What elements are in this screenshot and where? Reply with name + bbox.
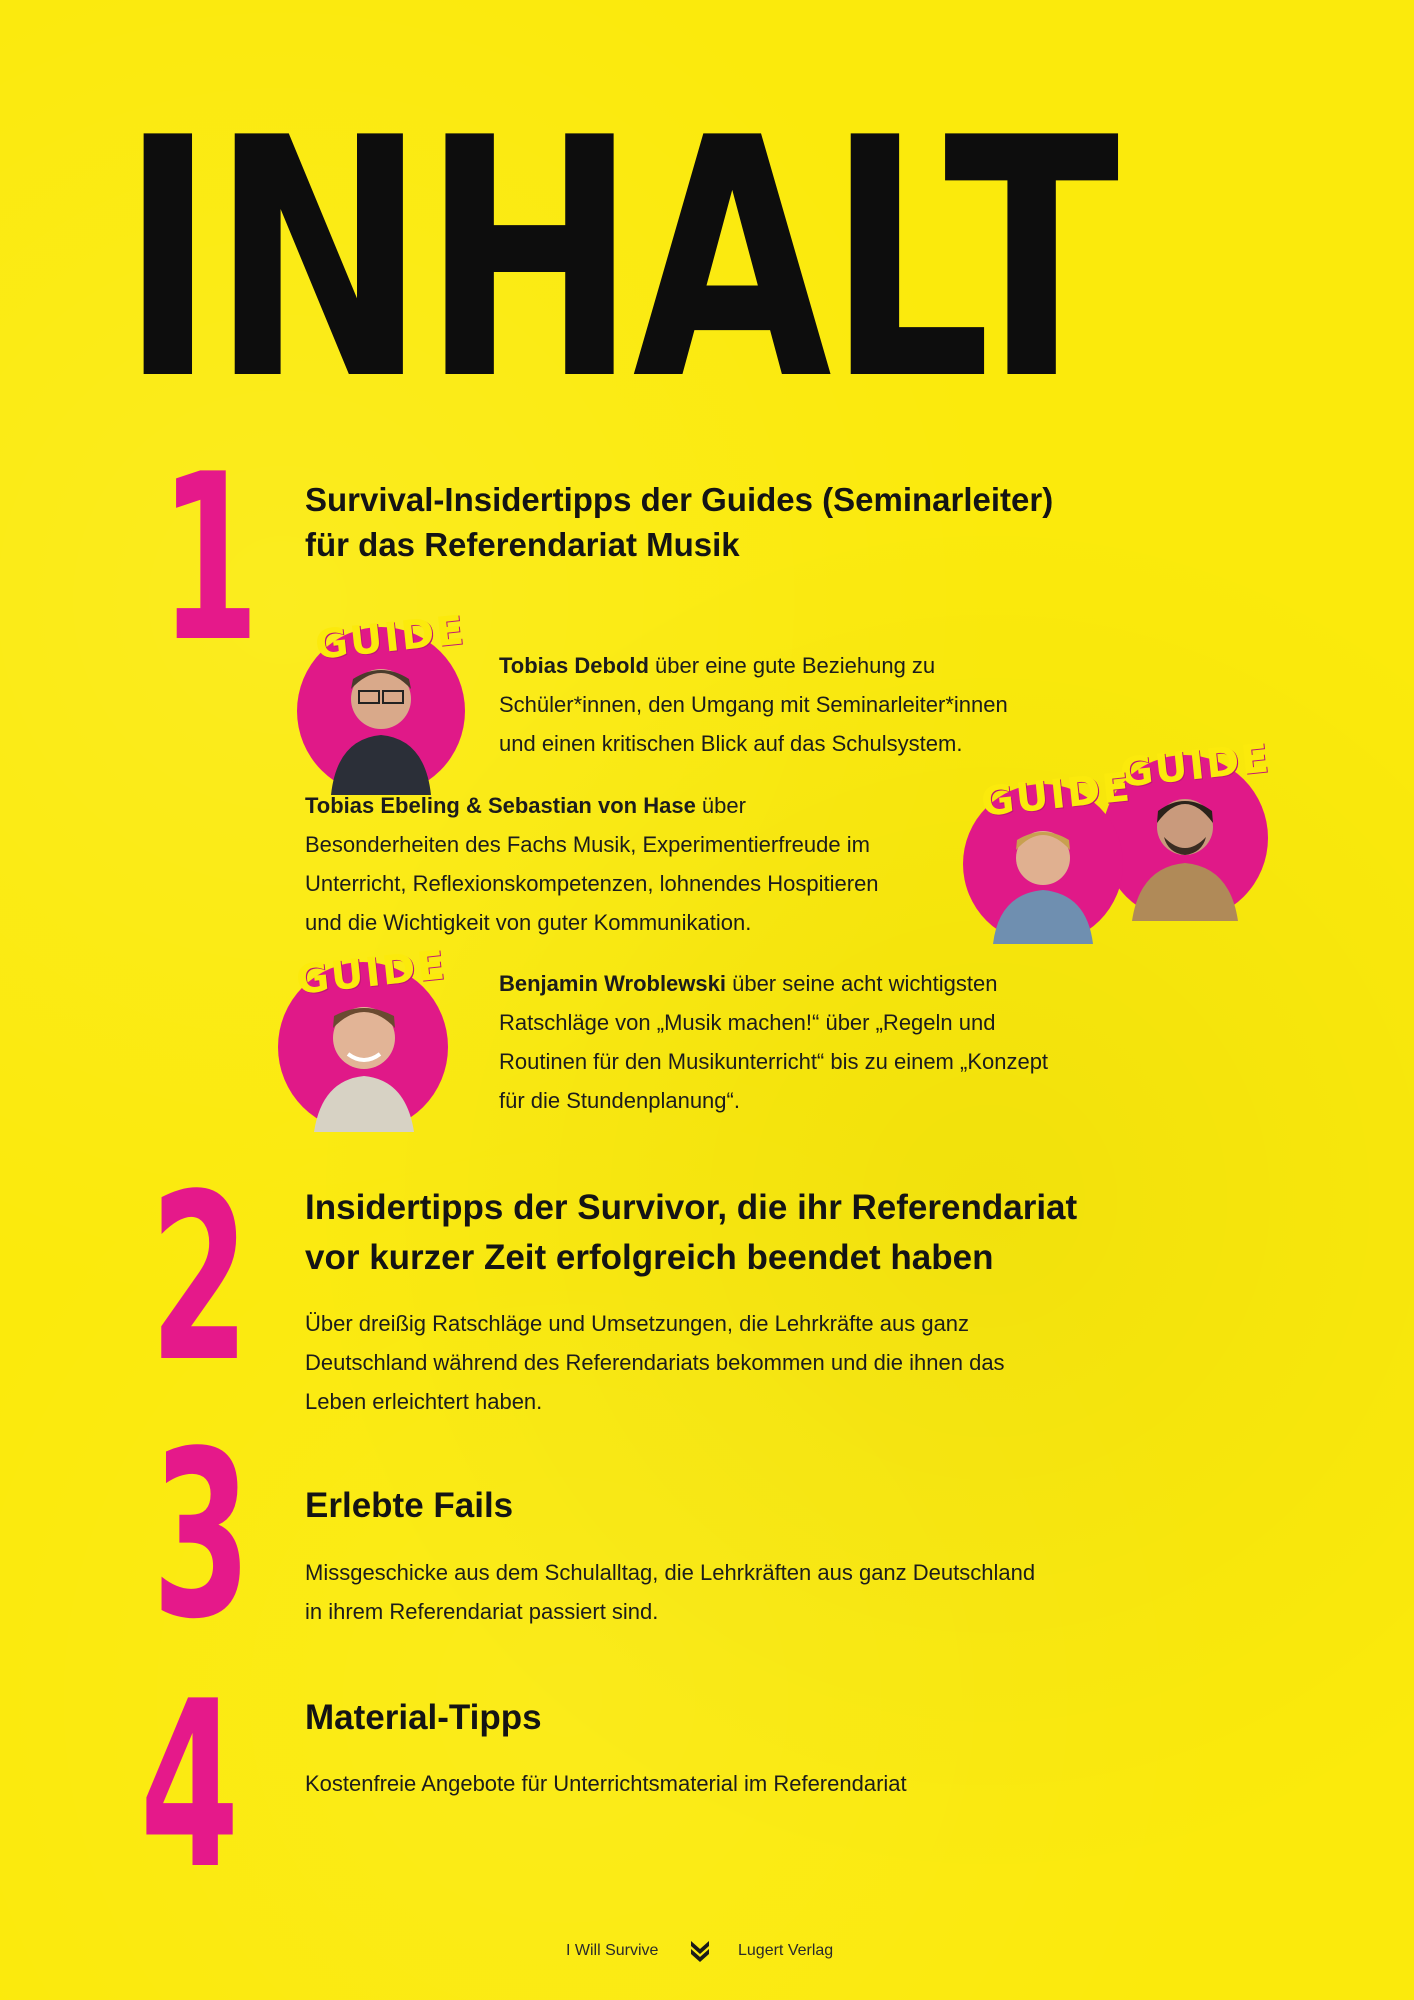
section-1-heading [305, 477, 1165, 567]
section-number-4: 4 [140, 1653, 240, 1920]
text-line: Besonderheiten des Fachs Musik, Experimentierfreude im [305, 832, 870, 857]
guide-photo-debold [297, 607, 468, 795]
heading-line: Survival-Insidertipps der Guides (Seminarleiter) [305, 481, 1054, 518]
section-2-text [305, 1304, 1125, 1421]
text-fragment: über [695, 793, 746, 818]
text-fragment: über eine gute Beziehung zu [648, 653, 936, 678]
heading-line: vor kurzer Zeit erfolgreich beendet haben [305, 1238, 994, 1277]
page-title: INHALT [120, 68, 1115, 452]
section-number-2: 2 [150, 1146, 250, 1413]
text-line: Missgeschicke aus dem Schulalltag, die Lehrkräften aus ganz Deutschland [305, 1560, 1036, 1585]
guide-badge: GUIDE [979, 764, 1134, 826]
guide-badge: GUIDE [294, 942, 449, 1004]
heading-line: für das Referendariat Musik [305, 526, 740, 563]
text-line: Leben erleichtert haben. [305, 1389, 543, 1414]
text-fragment: über seine acht wichtigsten [725, 971, 998, 996]
section-4-text: Kostenfreie Angebote für Unterrichtsmaterial im Referendariat [305, 1771, 907, 1796]
section-3-text [305, 1553, 1125, 1631]
text-line: Über dreißig Ratschläge und Umsetzungen, die Lehrkräfte aus ganz [305, 1311, 970, 1336]
text-line [499, 964, 1139, 1003]
guide-name: Benjamin Wroblewski [499, 971, 726, 996]
footer-right: Lugert Verlag [738, 1942, 834, 1959]
section-number-3: 3 [152, 1403, 252, 1670]
guide-description-1 [499, 646, 1099, 763]
text-line: Schüler*innen, den Umgang mit Seminarleiter*innen [499, 692, 1008, 717]
text-line: Unterricht, Reflexionskompetenzen, lohnendes Hospitieren [305, 871, 879, 896]
guide-name: Tobias Ebeling & Sebastian von Hase [305, 793, 696, 818]
guide-photo-wroblewski [278, 942, 449, 1132]
text-line: Routinen für den Musikunterricht“ bis zu einem „Konzept [499, 1049, 1049, 1074]
guide-photo-ebeling [963, 764, 1134, 944]
footer-left: I Will Survive [566, 1942, 659, 1959]
guide-description-3 [499, 964, 1139, 1120]
text-line [305, 786, 965, 825]
guide-badge: GUIDE [313, 607, 468, 669]
text-line: in ihrem Referendariat passiert sind. [305, 1599, 659, 1624]
text-line [499, 646, 1099, 685]
guide-name: Tobias Debold [499, 653, 649, 678]
chevron-down-icon [689, 1939, 711, 1965]
section-number-1: 1 [160, 426, 260, 693]
section-2-heading [305, 1183, 1165, 1283]
text-line: und einen kritischen Blick auf das Schulsystem. [499, 731, 963, 756]
heading-line: Insidertipps der Survivor, die ihr Referendariat [305, 1188, 1078, 1227]
text-line: Ratschläge von „Musik machen!“ über „Regeln und [499, 1010, 996, 1035]
text-line: Deutschland während des Referendariats bekommen und die ihnen das [305, 1350, 1005, 1375]
guide-badge: GUIDE [1118, 735, 1273, 797]
section-4-heading: Material-Tipps [305, 1698, 542, 1737]
section-3-heading: Erlebte Fails [305, 1486, 514, 1525]
guide-description-2 [305, 786, 965, 942]
text-line: für die Stundenplanung“. [499, 1088, 740, 1113]
text-line: und die Wichtigkeit von guter Kommunikation. [305, 910, 752, 935]
